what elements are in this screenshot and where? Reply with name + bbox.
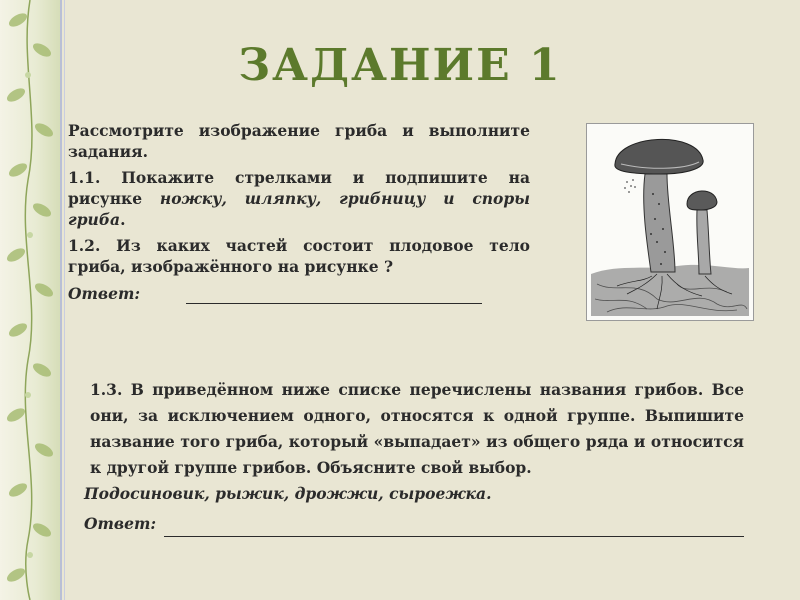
task-block-1 <box>68 120 530 304</box>
mushroom-drawing-icon <box>587 124 753 320</box>
task-block-2 <box>84 377 744 537</box>
question-1-1 <box>68 167 530 230</box>
question-1-1-suffix: . <box>120 210 126 229</box>
question-1-1-prefix: 1.1. Покажите стрелками и подпишите на рисунке <box>68 168 530 208</box>
mushroom-picture <box>586 123 754 321</box>
question-1-3: 1.3. В приведённом ниже списке перечислены названия грибов. Все они, за исключением одного, относятся к одной группе. Выпишите название того гриба, который «выпадает» из общего ряда и относится к другой группе грибов. Объясните свой выбор. <box>90 380 744 477</box>
answer-line-2 <box>164 522 744 537</box>
answer-label-2: Ответ: <box>84 514 157 533</box>
question-1-1-parts: ножку, шляпку, грибницу и споры гриба <box>68 189 530 229</box>
intro-text: Рассмотрите изображение гриба и выполните задания. <box>68 121 530 161</box>
mushroom-list: Подосиновик, рыжик, дрожжи, сыроежка. <box>84 484 492 503</box>
answer-row-2 <box>84 511 744 537</box>
answer-label: Ответ: <box>68 284 141 303</box>
answer-line <box>186 289 482 304</box>
page-title: ЗАДАНИЕ 1 <box>238 40 562 91</box>
question-1-2: 1.2. Из каких частей состоит плодовое тело гриба, изображённого на рисунке ? <box>68 236 530 276</box>
answer-row-1 <box>68 283 530 304</box>
